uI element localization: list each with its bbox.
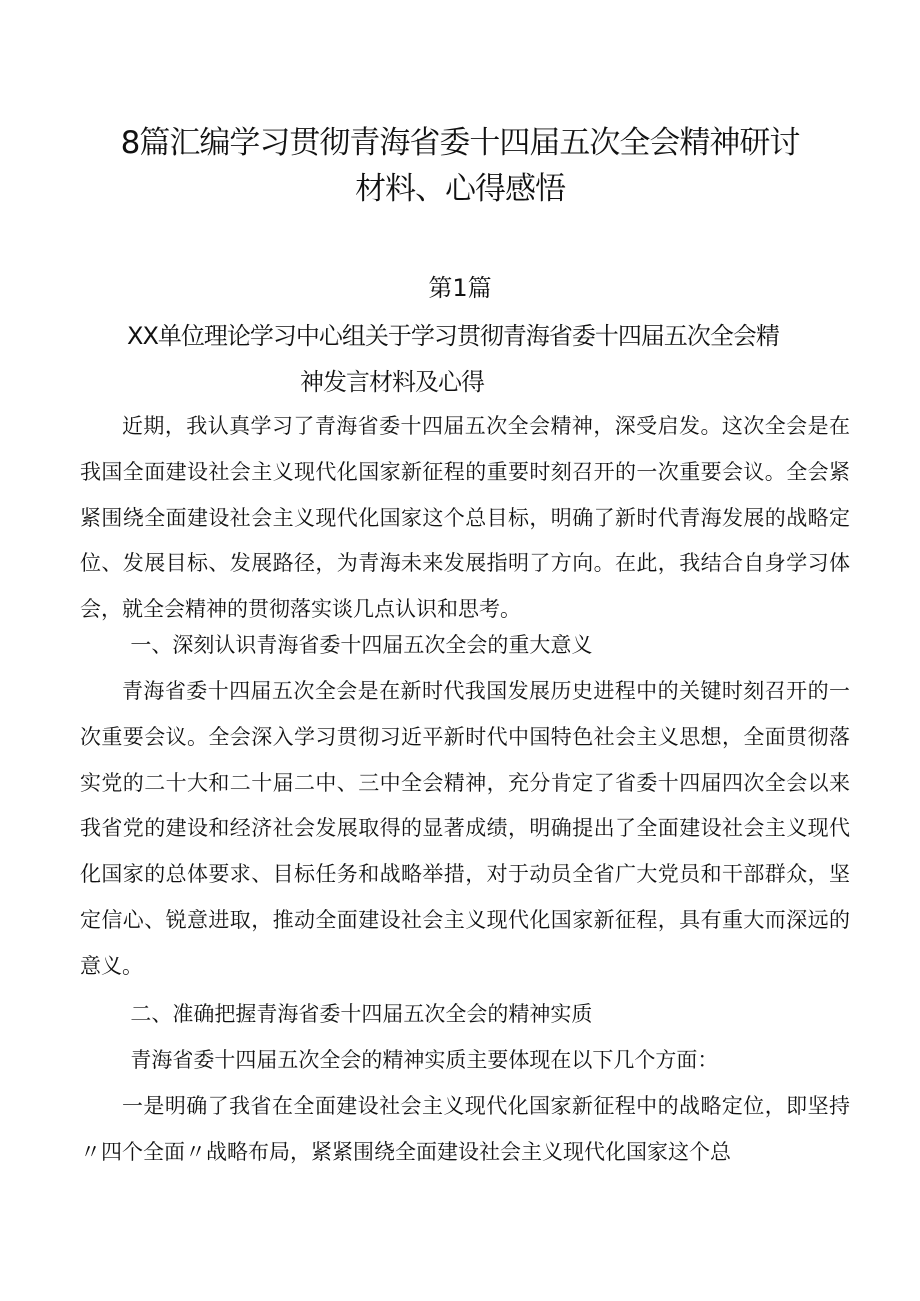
document-title-line-1: 8篇汇编学习贯彻青海省委十四届五次全会精神研讨 bbox=[120, 125, 800, 161]
chapter-heading: 第1篇 bbox=[428, 274, 492, 302]
document-title-line-2: 材料、心得感悟 bbox=[355, 171, 565, 207]
paragraph-point-one: 一是明确了我省在全面建设社会主义现代化国家新征程中的战略定位，即坚持〃四个全面〃战略布局，紧紧围绕全面建设社会主义现代化国家这个总 bbox=[80, 1094, 850, 1164]
paragraph-intro: 近期，我认真学习了青海省委十四届五次全会精神，深受启发。这次全会是在我国全面建设社会主义现代化国家新征程的重要时刻召开的一次重要会议。全会紧紧围绕全面建设社会主义现代化国家这个总目标，明确了新时代青海发展的战略定位、发展目标、发展路径，为青海未来发展指明了方向。在此，我结合自身学习体会，就全会精神的贯彻落实谈几点认识和思考。 bbox=[80, 414, 850, 622]
chapter-title-line-2: 神发言材料及心得 bbox=[300, 368, 484, 396]
paragraph-significance: 青海省委十四届五次全会是在新时代我国发展历史进程中的关键时刻召开的一次重要会议。全会深入学习贯彻习近平新时代中国特色社会主义思想，全面贯彻落实党的二十大和二十届二中、三中全会精神，充分肯定了省委十四届四次全会以来我省党的建设和经济社会发展取得的显著成绩，明确提出了全面建设社会主义现代化国家的总体要求、目标任务和战略举措，对于动员全省广大党员和干部群众，坚定信心、锐意进取，推动全面建设社会主义现代化国家新征程，具有重大而深远的意义。 bbox=[80, 679, 850, 978]
chapter-title-line-1: XX单位理论学习中心组关于学习贯彻青海省委十四届五次全会精 bbox=[127, 322, 779, 350]
section-heading-1: 一、深刻认识青海省委十四届五次全会的重大意义 bbox=[130, 633, 593, 657]
paragraph-essence-intro: 青海省委十四届五次全会的精神实质主要体现在以下几个方面： bbox=[130, 1048, 719, 1072]
section-heading-2: 二、准确把握青海省委十四届五次全会的精神实质 bbox=[130, 1002, 593, 1026]
